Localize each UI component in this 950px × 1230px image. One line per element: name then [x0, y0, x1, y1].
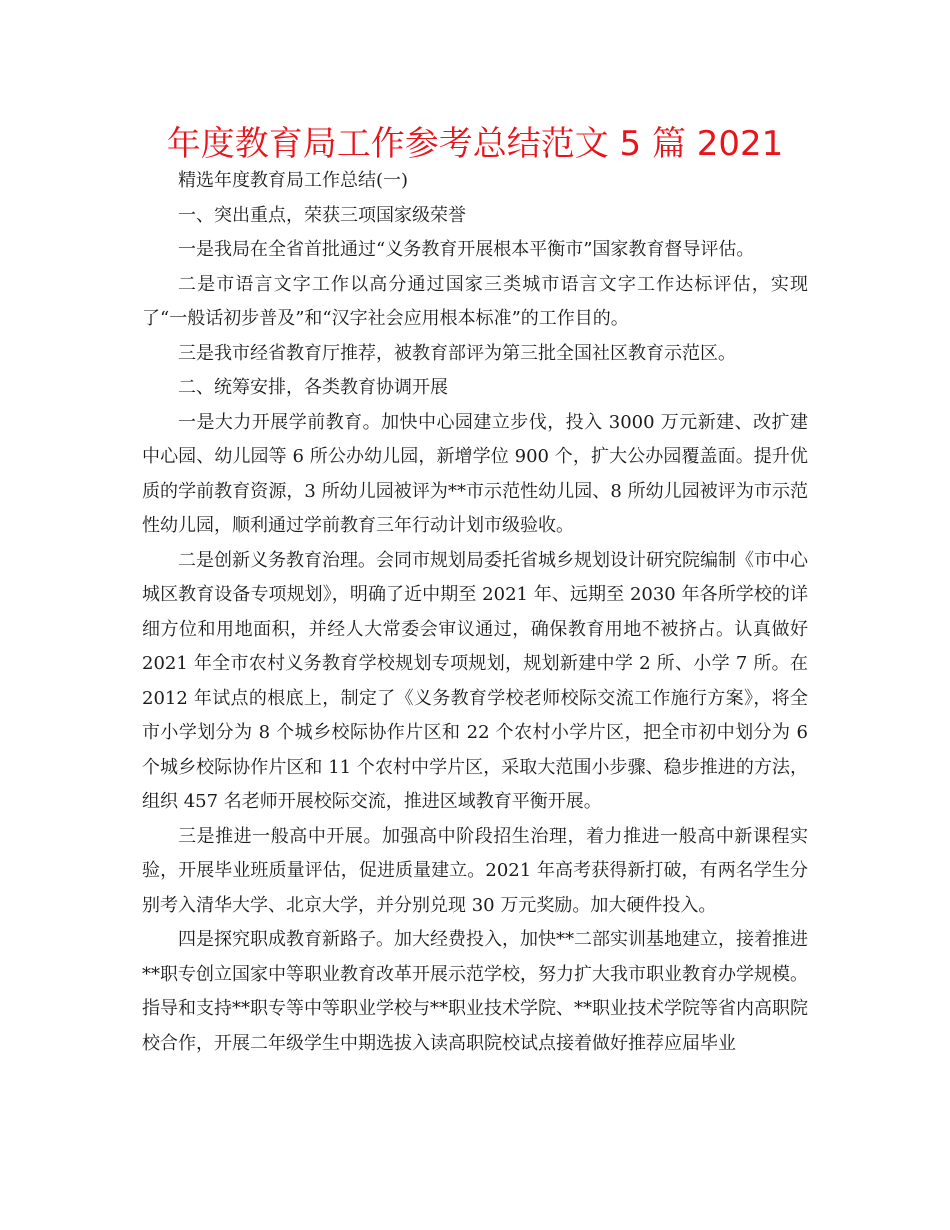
paragraph-high-school: 三是推进一般高中开展。加强高中阶段招生治理，着力推进一般高中新课程实验，开展毕业班质量评估，促进质量建立。2021 年高考获得新打破，有两名学生分别考入清华大学、北京大学，并分别兑现 30 万元奖励。加大硬件投入。 [142, 825, 808, 916]
paragraph-vocational: 四是探究职成教育新路子。加大经费投入，加快**二部实训基地建立，接着推进**职专创立国家中等职业教育改革开展示范学校，努力扩大我市职业教育办学规模。指导和支持**职专等中等职业学校与**职业技术学院、**职业技术学院等省内高职院校合作，开展二年级学生中期选拔入读高职院校试点接着做好推荐应届毕业 [142, 929, 808, 1054]
paragraph-honor-three: 三是我市经省教育厅推荐，被教育部评为第三批全国社区教育示范区。 [178, 342, 736, 364]
paragraph-heading-intro: 精选年度教育局工作总结(一) [178, 170, 409, 191]
paragraph-honor-two: 二是市语言文字工作以高分通过国家三类城市语言文字工作达标评估，实现了“一般话初步普及”和“汉字社会应用根本标准”的工作目的。 [142, 273, 808, 329]
document-body [142, 164, 808, 1061]
paragraph-section-two-heading: 二、统筹安排，各类教育协调开展 [178, 377, 448, 398]
document-title: 年度教育局工作参考总结范文 5 篇 2021 [166, 124, 784, 164]
paragraph-compulsory: 二是创新义务教育治理。会同市规划局委托省城乡规划设计研究院编制《市中心城区教育设备专项规划》，明确了近中期至 2021 年、远期至 2030 年各所学校的详细方位和用地面积，并经人大常委会审议通过，确保教育用地不被挤占。认真做好 2021 年全市农村义务教育学校规划专项规划，规划新建中学 2 所、小学 7 所。在 2012 年试点的根底上，制定了《义务教育学校老师校际交流工作施行方案》，将全市小学划分为 8 个城乡校际协作片区和 22 个农村小学片区，把全市初中划分为 6 个城乡校际协作片区和 11 个农村中学片区，采取大范围小步骤、稳步推进的方法，组织 457 名老师开展校际交流，推进区域教育平衡开展。 [142, 549, 808, 812]
paragraph-section-one-heading: 一、突出重点，荣获三项国家级荣誉 [178, 204, 466, 226]
paragraph-honor-one: 一是我局在全省首批通过“义务教育开展根本平衡市”国家教育督导评估。 [178, 239, 755, 260]
paragraph-preschool: 一是大力开展学前教育。加快中心园建立步伐，投入 3000 万元新建、改扩建中心园、幼儿园等 6 所公办幼儿园，新增学位 900 个，扩大公办园覆盖面。提升优质的学前教育资源，3 所幼儿园被评为**市示范性幼儿园、8 所幼儿园被评为市示范性幼儿园，顺利通过学前教育三年行动计划市级验收。 [142, 411, 808, 536]
